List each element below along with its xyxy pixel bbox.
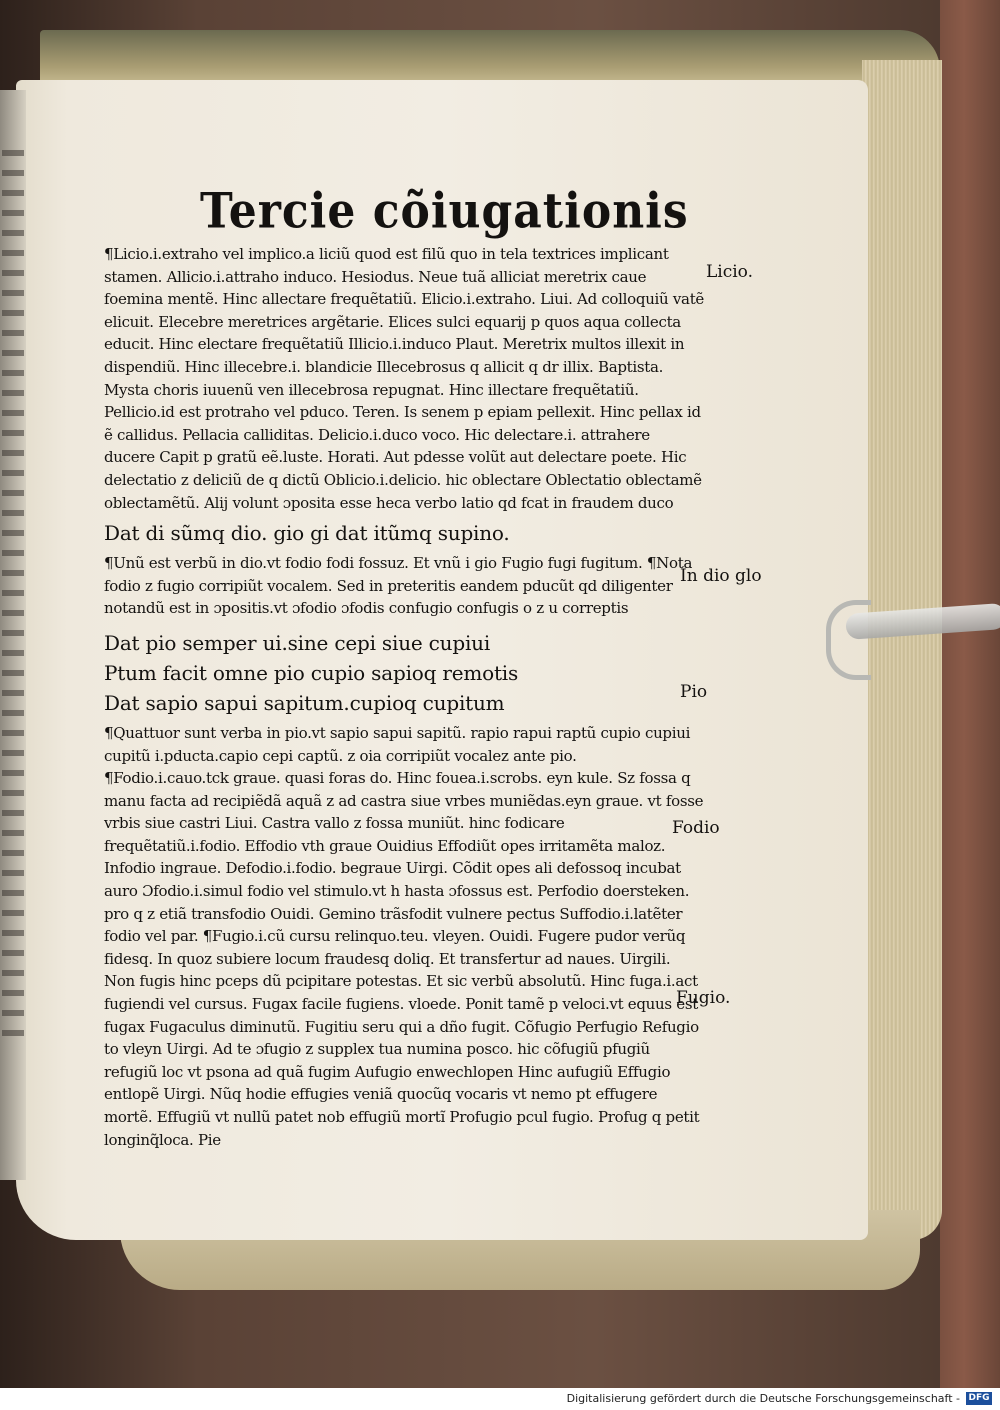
facing-page-fragment <box>0 90 26 1180</box>
footer-credit: Digitalisierung gefördert durch die Deutsche Forschungsgemeinschaft - <box>566 1392 960 1405</box>
margin-note-fugio: Fugio. <box>676 988 731 1008</box>
verse-rule-pio-3: Dat sapio sapui sapitum.cupioq cupitum <box>104 690 505 715</box>
margin-note-pio: Pio <box>680 682 708 702</box>
margin-note-fodio: Fodio <box>672 818 720 838</box>
page-text-block <box>104 183 705 1151</box>
margin-note-licio: Licio. <box>706 262 754 282</box>
margin-note-dio-gio: In dio glo <box>680 566 762 586</box>
leather-spine <box>940 0 1000 1388</box>
verse-rule-pio-2: Ptum facit omne pio cupio sapioq remotis <box>104 660 519 685</box>
dfg-logo: DFG <box>966 1392 992 1405</box>
verse-rule-pio-1: Dat pio semper ui.sine cepi siue cupiui <box>104 630 491 655</box>
bookmark-clip <box>826 590 1000 680</box>
footer-bar <box>0 1388 1000 1410</box>
paragraph-licio: ¶Licio.i.extraho vel implico.a liciũ quod est filũ quo in tela textrices implicant stamen. Allicio.i.attraho induco. Hesiodus. Neue tuã alliciat meretrix caue foemina mentẽ. Hinc allectare frequẽtatiũ. Elicio.i.extraho. Liui. Ad colloquiũ vatẽ elicuit. Elecebre meretrices argẽtarie. Elices sulci equarij p quos aqua collecta educit. Hinc electare frequẽtatiũ Illicio.i.induco Plaut. Meretrix multos illexit in dispendiũ. Hinc illecebre.i. blandicie Illecebrosus q allicit q dr illix. Baptista. Mysta choris iuuenũ ven illecebrosa repugnat. Hinc illectare frequẽtatiũ. Pellicio.id est protraho vel pduco. Teren. Is senem p epiam pellexit. Hinc pellax id ẽ callidus. Pellacia calliditas. Delicio.i.duco voco. Hic delectare.i. attrahere ducere Capit p gratũ eẽ.luste. Horati. Aut pdesse volũt aut delectare poete. Hic delectatio z deliciũ de q dictũ Oblicio.i.delicio. hic oblectare Oblectatio oblectamẽ oblectamẽtũ. Alij volunt ɔposita esse heca verbo latio qd fcat in fraudem duco <box>104 245 705 512</box>
paragraph-pio: ¶Quattuor sunt verba in pio.vt sapio sapui sapitũ. rapio rapui raptũ cupio cupiui cupitũ i.pducta.capio cepi captũ. z oia corripiũt vocalez ante pio. ¶Fodio.i.cauo.tck graue. quasi foras do. Hinc fouea.i.scrobs. eyn kule. Sz fossa q manu facta ad recipiẽdã aquã z ad castra siue vrbes muniẽdas.eyn graue. vt fosse vrbis siue castri Liui. Castra vallo z fossa muniũt. hinc fodicare frequẽtatiũ.i.fodio. Effodio vth graue Ouidius Effodiũt opes irritamẽta maloz. Infodio ingraue. Defodio.i.fodio. begraue Uirgi. Cõdit opes ali defossoq incubat auro Ɔfodio.i.simul fodio vel stimulo.vt h hasta ɔfossus est. Perfodio doersteken. pro q z etiã transfodio Ouidi. Gemino trãsfodit vulnere pectus Suffodio.i.latẽter fodio vel par. ¶Fugio.i.cũ cursu relinquo.teu. vleyen. Ouidi. Fugere pudor verũq fidesq. In quoz subiere locum fraudesq doliq. Et transfertur ad naues. Uirgili. Non fugis hinc pceps dũ pcipitare potestas. Et sic verbũ absolutũ. Hinc fuga.i.act fugiendi vel cursus. Fugax facile fugiens. vloede. Ponit tamẽ p veloci.vt equus est fugax Fugaculus diminutũ. Fugitiu seru qui a dño fugit. Cõfugio Perfugio Refugio to vleyn Uirgi. Ad te ɔfugio z supplex tua numina posco. hic cõfugiũ pfugiũ refugiũ loc vt psona ad quã fugim Aufugio enwechlopen Hinc aufugiũ Effugio entlopẽ Uirgi. Nũq hodie effugies veniã quocũq vocaris vt nemo pt effugere mortẽ. Effugiũ vt nullũ patet nob effugiũ mortĩ Profugio pcul fugio. Profug q petit longinq̃loca. Pie <box>104 723 704 1149</box>
facing-page-text <box>2 150 24 1050</box>
paragraph-fodio-fugio: ¶Unũ est verbũ in dio.vt fodio fodi fossuz. Et vnũ i gio Fugio fugi fugitum. ¶Nota fodio z fugio corripiũt vocalem. Sed in preteritis eandem pducũt qd diligenter notandũ est in ɔpositis.vt ɔfodio ɔfodis confugio confugis o z u correptis <box>104 554 693 618</box>
page-heading: Tercie cõiugationis <box>200 183 689 240</box>
verse-rule-dio-gio: Dat di sũmq dio. gio gi dat itũmq supino. <box>104 521 510 546</box>
